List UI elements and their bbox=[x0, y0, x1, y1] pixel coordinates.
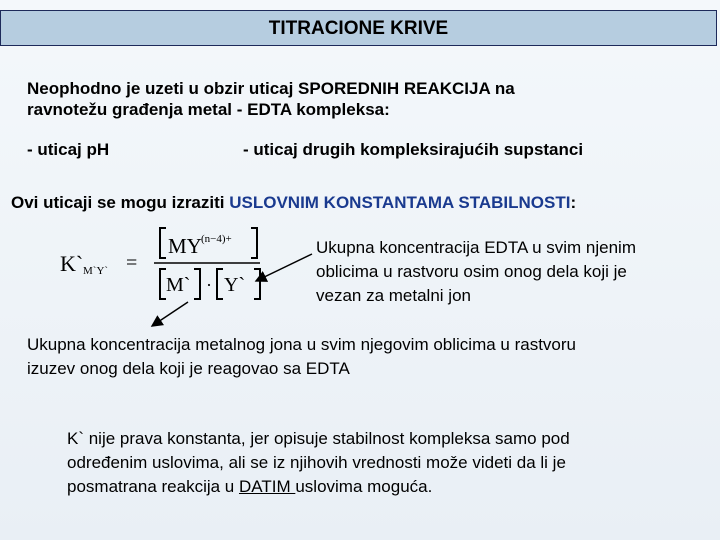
bullet-other-complexing: - uticaj drugih kompleksirajućih supstanci bbox=[243, 140, 584, 159]
formula-numerator-species: MY bbox=[168, 234, 202, 258]
note-edta-line-1: Ukupna koncentracija EDTA u svim njenim bbox=[316, 238, 636, 257]
intro-line-2: ravnotežu građenja metal - EDTA kompleksa: bbox=[27, 100, 390, 119]
conditional-highlight: USLOVNIM KONSTANTAMA STABILNOSTI bbox=[229, 193, 571, 212]
formula-numerator-charge: (n−4)+ bbox=[201, 233, 232, 245]
conclusion-line-3-c: uslovima moguća. bbox=[295, 477, 433, 496]
arrow-to-metal-note bbox=[152, 302, 188, 326]
bullet-ph: - uticaj pH bbox=[27, 140, 110, 159]
slide-title: TITRACIONE KRIVE bbox=[0, 10, 717, 46]
conclusion-line-3-a: posmatrana reakcija u bbox=[67, 477, 239, 496]
conclusion-datim: DATIM bbox=[238, 477, 296, 496]
formula-lhs-subscript: M`Y` bbox=[83, 265, 109, 277]
conclusion-line-1: K` nije prava konstanta, jer opisuje stabilnost kompleksa samo pod bbox=[67, 429, 570, 448]
formula-dot: · bbox=[206, 275, 212, 295]
formula-equals: = bbox=[126, 252, 138, 274]
formula-lhs-symbol: K` bbox=[60, 251, 84, 276]
formula-denominator-metal: M` bbox=[166, 274, 191, 296]
arrow-to-ligand bbox=[256, 254, 312, 281]
note-edta-line-3: vezan za metalni jon bbox=[316, 286, 471, 305]
conditional-prefix: Ovi uticaji se mogu izraziti bbox=[11, 193, 230, 212]
note-edta-line-2: oblicima u rastvoru osim onog dela koji je bbox=[316, 262, 627, 281]
formula-denominator-ligand: Y` bbox=[224, 274, 246, 296]
conclusion-line-3 bbox=[67, 476, 432, 497]
note-metal-line-1: Ukupna koncentracija metalnog jona u svim njegovim oblicima u rastvoru bbox=[27, 335, 576, 354]
intro-line-1: Neophodno je uzeti u obzir uticaj SPOREDNIH REAKCIJA na bbox=[27, 79, 515, 98]
conditional-suffix: : bbox=[570, 193, 577, 212]
note-metal-line-2: izuzev onog dela koji je reagovao sa EDTA bbox=[27, 359, 350, 378]
conclusion-line-2: određenim uslovima, ali se iz njihovih vrednosti može videti da li je bbox=[67, 453, 566, 472]
